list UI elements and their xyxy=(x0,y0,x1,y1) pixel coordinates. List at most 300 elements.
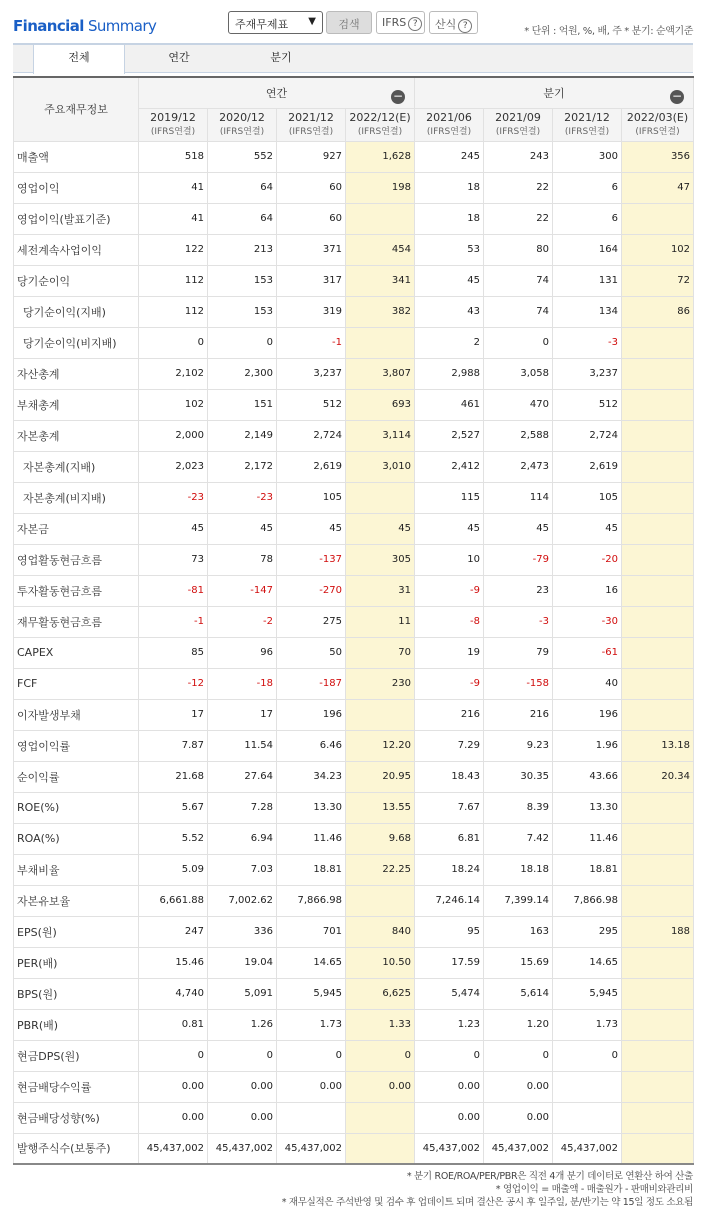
column-period: 2022/12(E) xyxy=(349,110,411,124)
table-cell: 16 xyxy=(553,575,622,606)
table-cell: 18.18 xyxy=(484,854,553,885)
table-cell xyxy=(553,1071,622,1102)
row-label: 자본금 xyxy=(14,513,139,544)
select-value: 주재무제표 xyxy=(235,18,289,31)
table-cell: 0 xyxy=(484,327,553,358)
table-cell: 4,740 xyxy=(139,978,208,1009)
table-cell: 96 xyxy=(208,637,277,668)
table-cell xyxy=(622,1071,694,1102)
table-cell: 6.81 xyxy=(415,823,484,854)
table-cell xyxy=(622,575,694,606)
tab-annual[interactable]: 연간 xyxy=(168,51,190,64)
row-label: 재무활동현금흐름 xyxy=(14,606,139,637)
table-cell: 41 xyxy=(139,172,208,203)
table-cell: 0.00 xyxy=(415,1071,484,1102)
table-cell: 43.66 xyxy=(553,761,622,792)
row-label: PER(배) xyxy=(14,947,139,978)
table-cell: 6.94 xyxy=(208,823,277,854)
table-cell: 7,866.98 xyxy=(553,885,622,916)
table-cell: 0 xyxy=(139,1040,208,1071)
row-label: 자본총계(지배) xyxy=(14,451,139,482)
table-cell: 1.73 xyxy=(277,1009,346,1040)
row-label: ROA(%) xyxy=(14,823,139,854)
table-cell: 164 xyxy=(553,234,622,265)
corner-header: 주요재무정보 xyxy=(14,77,139,141)
table-row xyxy=(14,699,694,730)
column-basis: (IFRS연결) xyxy=(495,126,541,137)
table-cell: 45 xyxy=(208,513,277,544)
table-cell: 15.69 xyxy=(484,947,553,978)
table-cell: 7.87 xyxy=(139,730,208,761)
table-cell: 45,437,002 xyxy=(139,1133,208,1164)
calc-label: 산식 xyxy=(435,18,457,31)
table-cell: 45,437,002 xyxy=(415,1133,484,1164)
table-row xyxy=(14,1102,694,1133)
table-cell xyxy=(346,482,415,513)
table-cell: 41 xyxy=(139,203,208,234)
row-label: FCF xyxy=(14,668,139,699)
table-row xyxy=(14,358,694,389)
table-cell: -30 xyxy=(553,606,622,637)
table-cell: 45,437,002 xyxy=(553,1133,622,1164)
table-cell: 7.29 xyxy=(415,730,484,761)
table-cell: 7.67 xyxy=(415,792,484,823)
table-row xyxy=(14,451,694,482)
table-cell: 112 xyxy=(139,265,208,296)
table-cell: 5,474 xyxy=(415,978,484,1009)
table-cell: 317 xyxy=(277,265,346,296)
table-row xyxy=(14,482,694,513)
table-cell: 7.03 xyxy=(208,854,277,885)
table-cell: 85 xyxy=(139,637,208,668)
table-cell: 2,619 xyxy=(277,451,346,482)
table-cell: 80 xyxy=(484,234,553,265)
table-cell xyxy=(346,1102,415,1133)
table-cell: 230 xyxy=(346,668,415,699)
column-period: 2021/12 xyxy=(288,110,334,124)
column-period: 2020/12 xyxy=(219,110,265,124)
table-cell: 0.00 xyxy=(484,1071,553,1102)
table-cell: 14.65 xyxy=(277,947,346,978)
table-cell: 0 xyxy=(139,327,208,358)
footnotes xyxy=(282,1170,693,1209)
table-cell: 115 xyxy=(415,482,484,513)
table-cell: 72 xyxy=(622,265,694,296)
row-label: 매출액 xyxy=(14,141,139,172)
table-cell: 8.39 xyxy=(484,792,553,823)
row-label: 당기순이익 xyxy=(14,265,139,296)
tab-all[interactable]: 전체 xyxy=(33,45,125,74)
table-cell: 13.30 xyxy=(553,792,622,823)
table-cell xyxy=(622,513,694,544)
table-cell: 275 xyxy=(277,606,346,637)
table-cell xyxy=(622,544,694,575)
column-period: 2022/03(E) xyxy=(626,110,689,124)
table-cell xyxy=(622,482,694,513)
table-cell: 23 xyxy=(484,575,553,606)
column-period: 2021/06 xyxy=(426,110,472,124)
table-cell: -81 xyxy=(139,575,208,606)
top-bar xyxy=(0,0,706,44)
table-cell xyxy=(622,327,694,358)
table-cell: 64 xyxy=(208,203,277,234)
row-label: 투자활동현금흐름 xyxy=(14,575,139,606)
table-cell xyxy=(622,203,694,234)
table-cell: 11 xyxy=(346,606,415,637)
table-cell xyxy=(622,885,694,916)
table-cell xyxy=(622,451,694,482)
column-header xyxy=(484,108,553,141)
column-header xyxy=(553,108,622,141)
table-cell xyxy=(346,327,415,358)
table-cell: 2,588 xyxy=(484,420,553,451)
column-basis: (IFRS연결) xyxy=(219,126,265,137)
table-cell: 382 xyxy=(346,296,415,327)
table-cell: 470 xyxy=(484,389,553,420)
table-row xyxy=(14,823,694,854)
table-cell: 50 xyxy=(277,637,346,668)
table-cell: 1.33 xyxy=(346,1009,415,1040)
table-cell: 2,988 xyxy=(415,358,484,389)
table-body xyxy=(14,141,694,1164)
table-row xyxy=(14,327,694,358)
table-cell: 22 xyxy=(484,172,553,203)
table-cell: 216 xyxy=(484,699,553,730)
search-button[interactable]: 검색 xyxy=(326,11,372,34)
table-cell: 693 xyxy=(346,389,415,420)
table-row xyxy=(14,792,694,823)
column-period: 2019/12 xyxy=(150,110,196,124)
table-cell: 216 xyxy=(415,699,484,730)
table-cell: 0.81 xyxy=(139,1009,208,1040)
table-cell: 45 xyxy=(139,513,208,544)
table-cell xyxy=(622,637,694,668)
table-cell: 840 xyxy=(346,916,415,947)
table-cell: 213 xyxy=(208,234,277,265)
table-row xyxy=(14,389,694,420)
formula-help-button[interactable] xyxy=(429,11,478,34)
table-cell: 34.23 xyxy=(277,761,346,792)
table-row xyxy=(14,730,694,761)
table-cell: 134 xyxy=(553,296,622,327)
table-row xyxy=(14,1133,694,1164)
table-cell: 12.20 xyxy=(346,730,415,761)
table-cell: 7,399.14 xyxy=(484,885,553,916)
table-cell: -2 xyxy=(208,606,277,637)
table-cell: 0.00 xyxy=(484,1102,553,1133)
table-cell: 461 xyxy=(415,389,484,420)
column-basis: (IFRS연결) xyxy=(288,126,334,137)
table-cell: -9 xyxy=(415,668,484,699)
table-cell xyxy=(622,1133,694,1164)
table-cell: 371 xyxy=(277,234,346,265)
table-cell: 95 xyxy=(415,916,484,947)
row-label: 발행주식수(보통주) xyxy=(14,1133,139,1164)
table-cell: 2,149 xyxy=(208,420,277,451)
table-cell xyxy=(622,978,694,1009)
table-cell: 53 xyxy=(415,234,484,265)
table-cell xyxy=(622,606,694,637)
table-cell: 45 xyxy=(415,265,484,296)
table-cell xyxy=(346,699,415,730)
table-cell: 1.20 xyxy=(484,1009,553,1040)
table-cell: 3,237 xyxy=(277,358,346,389)
table-cell: 22.25 xyxy=(346,854,415,885)
table-cell: 19.04 xyxy=(208,947,277,978)
table-cell: 102 xyxy=(139,389,208,420)
table-cell: 10 xyxy=(415,544,484,575)
row-label: BPS(원) xyxy=(14,978,139,1009)
table-cell: 2,412 xyxy=(415,451,484,482)
table-row xyxy=(14,854,694,885)
table-cell: 0.00 xyxy=(346,1071,415,1102)
table-cell: 163 xyxy=(484,916,553,947)
table-cell: 45 xyxy=(484,513,553,544)
table-cell: 2,000 xyxy=(139,420,208,451)
table-cell: 18 xyxy=(415,203,484,234)
table-cell: -12 xyxy=(139,668,208,699)
table-cell: 512 xyxy=(553,389,622,420)
table-cell: 7,246.14 xyxy=(415,885,484,916)
table-cell: 0.00 xyxy=(415,1102,484,1133)
table-row xyxy=(14,234,694,265)
table-cell: 45 xyxy=(346,513,415,544)
ifrs-label: IFRS xyxy=(382,16,407,29)
page-title xyxy=(13,17,156,35)
table-cell: 300 xyxy=(553,141,622,172)
table-cell: 18.81 xyxy=(553,854,622,885)
help-icon: ? xyxy=(408,17,422,31)
table-cell xyxy=(622,358,694,389)
table-cell: 27.64 xyxy=(208,761,277,792)
table-cell: 14.65 xyxy=(553,947,622,978)
statement-type-select[interactable] xyxy=(228,11,323,34)
table-row xyxy=(14,978,694,1009)
table-cell: 0.00 xyxy=(208,1071,277,1102)
table-cell: 105 xyxy=(553,482,622,513)
table-cell: 64 xyxy=(208,172,277,203)
table-cell: 20.34 xyxy=(622,761,694,792)
table-cell: -23 xyxy=(208,482,277,513)
table-row xyxy=(14,885,694,916)
table-cell: 6 xyxy=(553,203,622,234)
table-row xyxy=(14,637,694,668)
table-cell: 40 xyxy=(553,668,622,699)
table-cell: -1 xyxy=(277,327,346,358)
table-cell: 102 xyxy=(622,234,694,265)
table-cell: 305 xyxy=(346,544,415,575)
collapse-annual-icon[interactable]: − xyxy=(392,89,404,103)
table-cell xyxy=(622,792,694,823)
table-cell: 1.73 xyxy=(553,1009,622,1040)
table-cell: 7.28 xyxy=(208,792,277,823)
table-row xyxy=(14,916,694,947)
table-cell: 454 xyxy=(346,234,415,265)
table-cell xyxy=(553,1102,622,1133)
table-cell: 5.67 xyxy=(139,792,208,823)
financial-summary-table xyxy=(13,76,694,1165)
table-cell: 0.00 xyxy=(139,1102,208,1133)
row-label: 부채총계 xyxy=(14,389,139,420)
table-cell: 74 xyxy=(484,296,553,327)
unit-note: * 단위 : 억원, %, 배, 주 * 분기: 순액기준 xyxy=(524,26,693,37)
table-cell: 60 xyxy=(277,203,346,234)
table-cell: 45 xyxy=(553,513,622,544)
column-basis: (IFRS연결) xyxy=(150,126,196,137)
row-label: 자본총계(비지배) xyxy=(14,482,139,513)
table-cell: 356 xyxy=(622,141,694,172)
table-cell: 0.00 xyxy=(277,1071,346,1102)
table-cell: 6,661.88 xyxy=(139,885,208,916)
table-cell: 7.42 xyxy=(484,823,553,854)
table-cell: 2,724 xyxy=(277,420,346,451)
table-cell: 5,614 xyxy=(484,978,553,1009)
table-cell: 3,010 xyxy=(346,451,415,482)
table-cell: 122 xyxy=(139,234,208,265)
annual-group-label: 연간 xyxy=(265,86,288,100)
table-cell: 247 xyxy=(139,916,208,947)
table-row xyxy=(14,265,694,296)
table-cell: 295 xyxy=(553,916,622,947)
table-cell: 11.54 xyxy=(208,730,277,761)
tab-quarterly[interactable]: 분기 xyxy=(270,51,292,64)
table-cell: -61 xyxy=(553,637,622,668)
footnote: * 분기 ROE/ROA/PER/PBR은 직전 4개 분기 데이터로 연환산 하여 산출 xyxy=(406,1171,693,1182)
table-cell xyxy=(622,823,694,854)
table-cell: -3 xyxy=(484,606,553,637)
table-cell: 3,807 xyxy=(346,358,415,389)
column-basis: (IFRS연결) xyxy=(635,126,680,137)
table-cell: 10.50 xyxy=(346,947,415,978)
table-cell: 17 xyxy=(208,699,277,730)
table-cell: 13.55 xyxy=(346,792,415,823)
table-cell: 13.30 xyxy=(277,792,346,823)
table-cell: 131 xyxy=(553,265,622,296)
table-cell: 0.00 xyxy=(208,1102,277,1133)
table-cell xyxy=(622,1009,694,1040)
table-row xyxy=(14,1040,694,1071)
table-cell xyxy=(346,203,415,234)
table-cell: 153 xyxy=(208,265,277,296)
row-label: 세전계속사업이익 xyxy=(14,234,139,265)
table-cell: -270 xyxy=(277,575,346,606)
row-label: 자산총계 xyxy=(14,358,139,389)
table-cell: 5.52 xyxy=(139,823,208,854)
table-cell: 2,473 xyxy=(484,451,553,482)
table-cell: 2,102 xyxy=(139,358,208,389)
table-cell: 30.35 xyxy=(484,761,553,792)
table-cell: 0.00 xyxy=(139,1071,208,1102)
table-cell: 73 xyxy=(139,544,208,575)
table-cell: 47 xyxy=(622,172,694,203)
table-cell: 3,058 xyxy=(484,358,553,389)
table-cell: -20 xyxy=(553,544,622,575)
table-cell: 60 xyxy=(277,172,346,203)
column-header xyxy=(277,108,346,141)
table-cell: 17 xyxy=(139,699,208,730)
table-cell: 18.43 xyxy=(415,761,484,792)
table-cell: -147 xyxy=(208,575,277,606)
table-cell: 5,945 xyxy=(277,978,346,1009)
table-cell: 2,527 xyxy=(415,420,484,451)
column-header xyxy=(622,108,694,141)
collapse-quarter-icon[interactable]: − xyxy=(672,89,683,103)
table-row xyxy=(14,1071,694,1102)
table-cell xyxy=(622,699,694,730)
table-row xyxy=(14,1009,694,1040)
row-label: 자본유보율 xyxy=(14,885,139,916)
row-label: 영업이익 xyxy=(14,172,139,203)
row-label: CAPEX xyxy=(14,637,139,668)
table-cell: 7,002.62 xyxy=(208,885,277,916)
table-cell: 45 xyxy=(277,513,346,544)
column-basis: (IFRS연결) xyxy=(357,126,403,137)
title-rest: Summary xyxy=(87,17,157,35)
row-label: 영업활동현금흐름 xyxy=(14,544,139,575)
table-row xyxy=(14,203,694,234)
table-cell: 13.18 xyxy=(622,730,694,761)
table-cell xyxy=(346,1133,415,1164)
table-cell: 512 xyxy=(277,389,346,420)
column-basis: (IFRS연결) xyxy=(564,126,610,137)
row-label: 당기순이익(지배) xyxy=(14,296,139,327)
table-cell: 2,172 xyxy=(208,451,277,482)
row-label: 현금배당수익률 xyxy=(14,1071,139,1102)
table-cell: 0 xyxy=(208,327,277,358)
table-cell: 2,300 xyxy=(208,358,277,389)
row-label: 당기순이익(비지배) xyxy=(14,327,139,358)
row-label: 부채비율 xyxy=(14,854,139,885)
table-cell: 0 xyxy=(553,1040,622,1071)
table-cell: 2 xyxy=(415,327,484,358)
table-cell: 22 xyxy=(484,203,553,234)
row-label: 순이익률 xyxy=(14,761,139,792)
table-cell xyxy=(622,947,694,978)
row-label: 이자발생부채 xyxy=(14,699,139,730)
table-cell xyxy=(622,854,694,885)
table-cell: 188 xyxy=(622,916,694,947)
table-cell: 319 xyxy=(277,296,346,327)
table-cell: 6 xyxy=(553,172,622,203)
table-cell xyxy=(622,389,694,420)
column-basis: (IFRS연결) xyxy=(426,126,472,137)
help-icon: ? xyxy=(458,19,472,33)
footnote: * 재무실적은 주석반영 및 검수 후 업데이트 되며 결산은 공시 후 일주일, 분/반기는 약 15일 정도 소요됨 xyxy=(281,1197,693,1208)
column-header xyxy=(139,108,208,141)
ifrs-help-button[interactable] xyxy=(376,11,425,34)
table-cell: -1 xyxy=(139,606,208,637)
table-row xyxy=(14,296,694,327)
table-row xyxy=(14,513,694,544)
table-cell: 1.26 xyxy=(208,1009,277,1040)
table-cell: 1.23 xyxy=(415,1009,484,1040)
row-label: 현금배당성향(%) xyxy=(14,1102,139,1133)
table-cell: 518 xyxy=(139,141,208,172)
table-cell: -23 xyxy=(139,482,208,513)
table-cell: 18 xyxy=(415,172,484,203)
table-cell: 7,866.98 xyxy=(277,885,346,916)
table-cell: 11.46 xyxy=(277,823,346,854)
table-cell: 9.68 xyxy=(346,823,415,854)
table-row xyxy=(14,172,694,203)
column-period: 2021/12 xyxy=(564,110,610,124)
table-cell xyxy=(622,1040,694,1071)
table-cell: -18 xyxy=(208,668,277,699)
row-label: 현금DPS(원) xyxy=(14,1040,139,1071)
table-cell: 45 xyxy=(415,513,484,544)
table-cell: 9.23 xyxy=(484,730,553,761)
table-cell: 18.24 xyxy=(415,854,484,885)
